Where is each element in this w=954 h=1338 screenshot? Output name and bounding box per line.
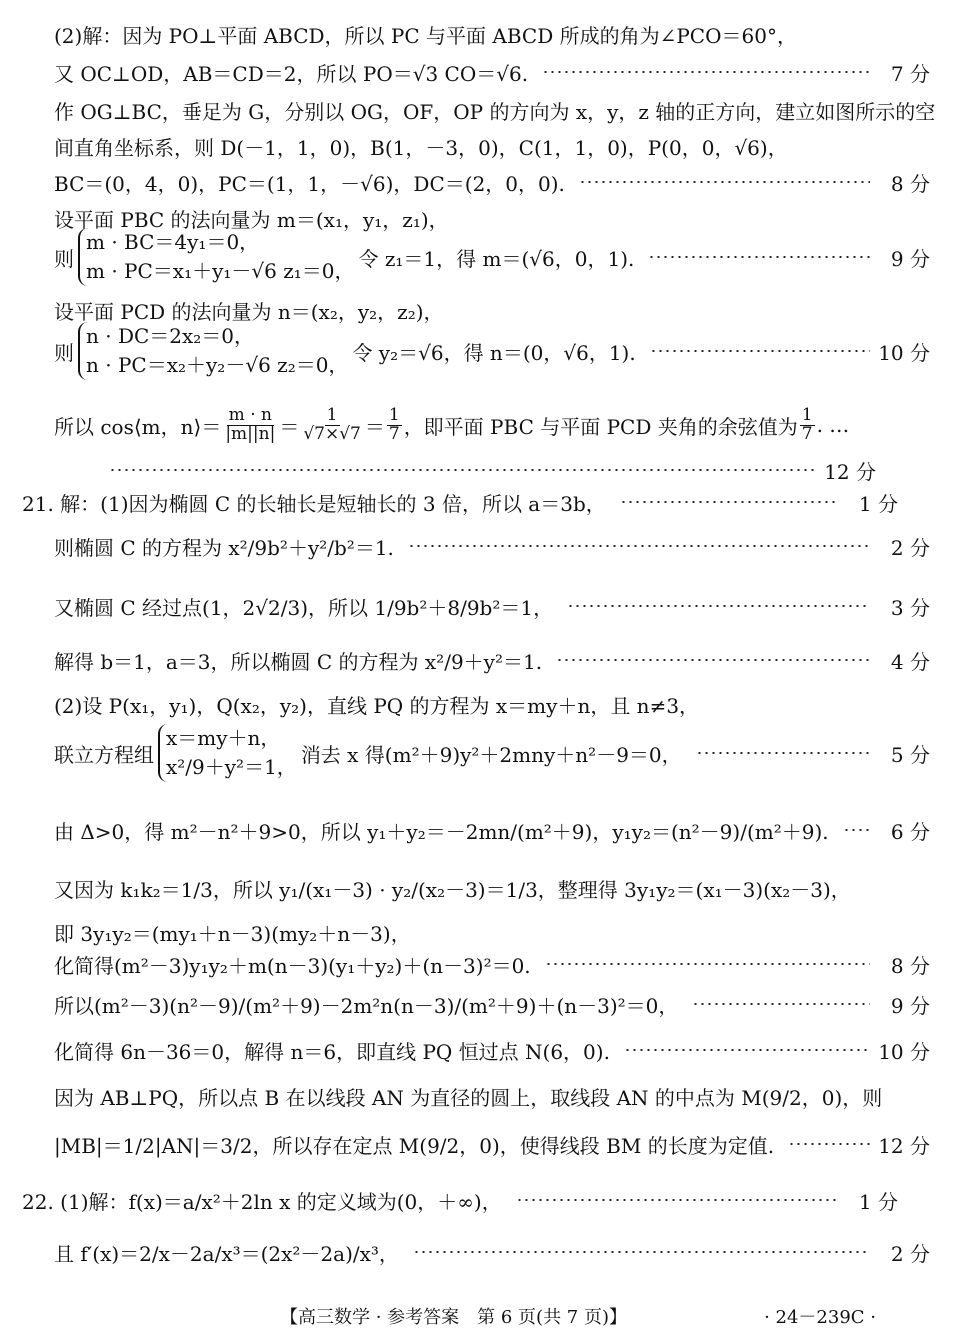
solution-line: |MB|＝1/2|AN|＝3/2，所以存在定点 M(9/2，0)，使得线段 BM 的长度为定值. 12 分 — [0, 1124, 954, 1164]
solution-line: 22. (1)解：f(x)＝a/x²＋2ln x 的定义域为(0，＋∞)， 1 分 — [0, 1180, 922, 1220]
solution-line: 设平面 PBC 的法向量为 m＝(x₁，y₁，z₁)， — [54, 207, 449, 232]
solution-line: 设平面 PCD 的法向量为 n＝(x₂，y₂，z₂)， — [54, 299, 444, 324]
equation-system: 则 n · DC＝2x₂＝0， n · PC＝x₂＋y₂－√6 z₂＝0， 令 y₂＝√6，得 n＝(0，√6，1). 10 分 — [0, 322, 954, 380]
fraction: $\frac{1}{7}$ — [801, 404, 813, 444]
score: 7 分 — [890, 61, 930, 86]
solution-line: 因为 AB⊥PQ，所以点 B 在以线段 AN 为直径的圆上，取线段 AN 的中点为 M(9/2，0)，则 — [54, 1085, 883, 1110]
solution-line: 且 f′(x)＝2/x－2a/x³＝(2x²－2a)/x³， 2 分 — [0, 1232, 954, 1272]
solution-line: 21. 解：(1)因为椭圆 C 的长轴长是短轴长的 3 倍，所以 a＝3b， 1 分 — [0, 482, 922, 522]
score: 2 分 — [890, 1241, 930, 1266]
score: 8 分 — [890, 171, 930, 196]
footer-title: 【高三数学 · 参考答案 第 6 页(共 7 页)】 — [280, 1307, 627, 1328]
solution-line: 间直角坐标系，则 D(－1，1，0)，B(1，－3，0)，C(1，1，0)，P(0，0，√6)， — [54, 135, 788, 160]
score: 12 分 — [824, 459, 876, 484]
score: 2 分 — [890, 535, 930, 560]
score: 8 分 — [890, 953, 930, 978]
score: 1 分 — [858, 1189, 898, 1214]
equation-system: 联立方程组 x＝my＋n， x²/9＋y²＝1， 消去 x 得(m²＋9)y²＋2mny＋n²－9＝0， 5 分 — [0, 724, 954, 782]
fraction: $\frac{1}{7}$ — [388, 404, 400, 444]
solution-line: (2)解：因为 PO⊥平面 ABCD，所以 PC 与平面 ABCD 所成的角为∠PCO＝60°， — [54, 23, 797, 48]
solution-line: 所以(m²－3)(n²－9)/(m²＋9)－2m²n(n－3)/(m²＋9)＋(n－3)²＝0， 9 分 — [0, 984, 954, 1024]
solution-line: 所以 cos⟨m，n⟩＝ $\frac{m \cdot n}{|m||n|}$ ＝ $\frac{1}{√7\times√7}$ ＝ $\frac{1}{7}$ ，即平面 PBC 与平面 PCD 夹角的余弦值为 $\frac{1}{7}$ . … — [54, 404, 850, 444]
solution-line: 又椭圆 C 经过点(1，2√2/3)，所以 1/9b²＋8/9b²＝1， 3 分 — [0, 586, 954, 626]
page-footer — [0, 1300, 900, 1332]
solution-line: 又因为 k₁k₂＝1/3，所以 y₁/(x₁－3) · y₂/(x₂－3)＝1/3，整理得 3y₁y₂＝(x₁－3)(x₂－3)， — [54, 877, 851, 902]
solution-line: 又 OC⊥OD，AB＝CD＝2，所以 PO＝√3 CO＝√6. 7 分 — [0, 52, 954, 92]
solution-line: BC＝(0，4，0)，PC＝(1，1，－√6)，DC＝(2，0，0). 8 分 — [0, 162, 954, 202]
fraction: $\frac{1}{√7\times√7}$ — [303, 404, 361, 444]
score: 9 分 — [890, 993, 930, 1018]
score: 1 分 — [858, 491, 898, 516]
fraction: $\frac{m \cdot n}{|m||n|}$ — [225, 404, 276, 444]
score: 9 分 — [890, 246, 930, 271]
solution-line: 化简得(m²－3)y₁y₂＋m(n－3)(y₁＋y₂)＋(n－3)²＝0. 8 分 — [0, 944, 954, 984]
score: 10 分 — [878, 1039, 930, 1064]
footer-code: · 24－239C · — [764, 1307, 876, 1328]
solution-line: 由 Δ>0，得 m²－n²＋9>0，所以 y₁＋y₂＝－2mn/(m²＋9)，y₁y₂＝(n²－9)/(m²＋9). 6 分 — [0, 810, 954, 850]
score: 12 分 — [878, 1133, 930, 1158]
solution-line: 解得 b＝1，a＝3，所以椭圆 C 的方程为 x²/9＋y²＝1. 4 分 — [0, 640, 954, 680]
solution-line: 则椭圆 C 的方程为 x²/9b²＋y²/b²＝1. 2 分 — [0, 526, 954, 566]
equation-system: 则 m · BC＝4y₁＝0， m · PC＝x₁＋y₁－√6 z₁＝0， 令 z₁＝1，得 m＝(√6，0，1). 9 分 — [0, 228, 954, 286]
solution-line: (2)设 P(x₁，y₁)，Q(x₂，y₂)，直线 PQ 的方程为 x＝my＋n，且 n≠3， — [54, 693, 700, 718]
score: 3 分 — [890, 595, 930, 620]
solution-line: 即 3y₁y₂＝(my₁＋n－3)(my₂＋n－3)， — [54, 921, 411, 946]
score: 10 分 — [878, 340, 930, 365]
score: 6 分 — [890, 819, 930, 844]
solution-line: 作 OG⊥BC，垂足为 G，分别以 OG，OF，OP 的方向为 x，y，z 轴的正方向，建立如图所示的空 — [54, 99, 936, 124]
solution-line: 化简得 6n－36＝0，解得 n＝6，即直线 PQ 恒过点 N(6，0). 10 分 — [0, 1030, 954, 1070]
score: 5 分 — [890, 742, 930, 767]
score: 4 分 — [890, 649, 930, 674]
